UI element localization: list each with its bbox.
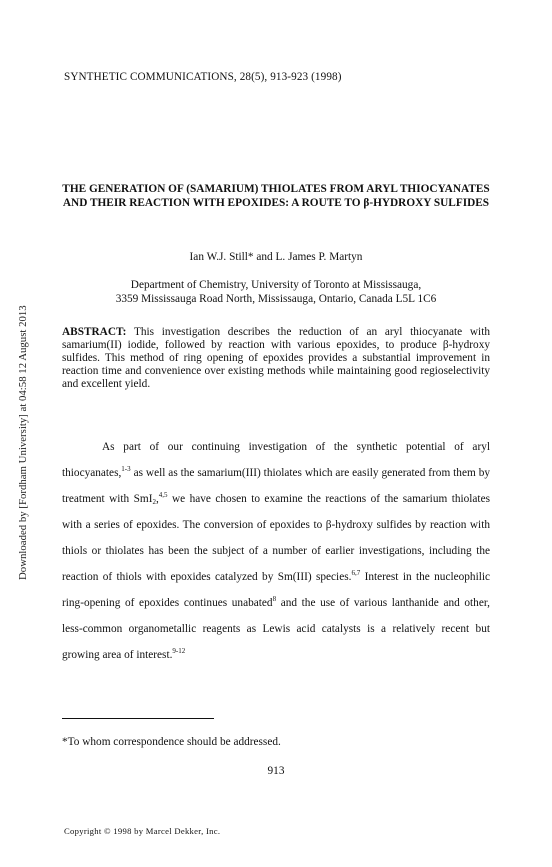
page-number: 913 — [267, 765, 285, 777]
footnote-divider — [62, 718, 214, 719]
citation-ref[interactable]: 8 — [272, 595, 277, 603]
abstract-label: ABSTRACT: — [62, 326, 127, 338]
affiliation-line-1: Department of Chemistry, University of Toronto at Mississauga, — [130, 279, 422, 291]
copyright-notice: Copyright © 1998 by Marcel Dekker, Inc. — [64, 826, 221, 836]
download-watermark: Downloaded by [Fordham University] at 04:58 12 August 2013 — [17, 305, 29, 580]
affiliation — [60, 279, 492, 306]
citation-ref[interactable]: 6,7 — [351, 569, 361, 577]
journal-header: SYNTHETIC COMMUNICATIONS, 28(5), 913-923 (1998) — [64, 71, 342, 83]
intro-paragraph — [62, 434, 490, 668]
author-line: Ian W.J. Still* and L. James P. Martyn — [189, 251, 363, 263]
body-text — [62, 434, 490, 668]
footnote: *To whom correspondence should be addressed. — [62, 736, 281, 748]
citation-ref[interactable]: 9-12 — [172, 647, 186, 655]
citation-ref[interactable]: 4,5 — [158, 491, 168, 499]
abstract-text: This investigation describes the reduction of an aryl thiocyanate with samarium(II) iodide, followed by reaction with various epoxides, to produce β-hydroxy sulfides. This method of ring opening of epoxides provides a substantial improvement in reaction time and convenience over existing methods while maintaining good regioselectivity and excellent yield. — [62, 326, 490, 390]
body-sentence: , — [155, 493, 159, 505]
article-title: THE GENERATION OF (SAMARIUM) THIOLATES FROM ARYL THIOCYANATES AND THEIR REACTION WITH EPOXIDES: A ROUTE TO β-HYDROXY SULFIDES — [62, 183, 490, 209]
subscript: 2 — [152, 498, 156, 506]
body-sentence: and the use of various lanthanide and other, less-common organometallic reagents as Lewis acid catalysts is a relatively recent but growing area of interest. — [62, 597, 490, 661]
affiliation-line-2: 3359 Mississauga Road North, Mississauga, Ontario, Canada L5L 1C6 — [115, 292, 437, 305]
body-sentence: Interest in the nucleophilic ring-opening of epoxides continues unabated — [62, 571, 490, 609]
body-sentence: as well as the samarium(III) thiolates which are easily generated from them by treatment with SmI — [62, 467, 490, 505]
citation-ref[interactable]: 1-3 — [121, 465, 131, 473]
abstract — [62, 326, 490, 391]
body-sentence: As part of our continuing investigation of the synthetic potential of aryl thiocyanates, — [62, 441, 490, 479]
body-sentence: we have chosen to examine the reactions of the samarium thiolates with a series of epoxides. The conversion of epoxides to β-hydroxy sulfides by reaction with thiols or thiolates has been the subject of a number of earlier investigations, including the reaction of thiols with epoxides catalyzed by Sm(III) species. — [62, 493, 490, 583]
